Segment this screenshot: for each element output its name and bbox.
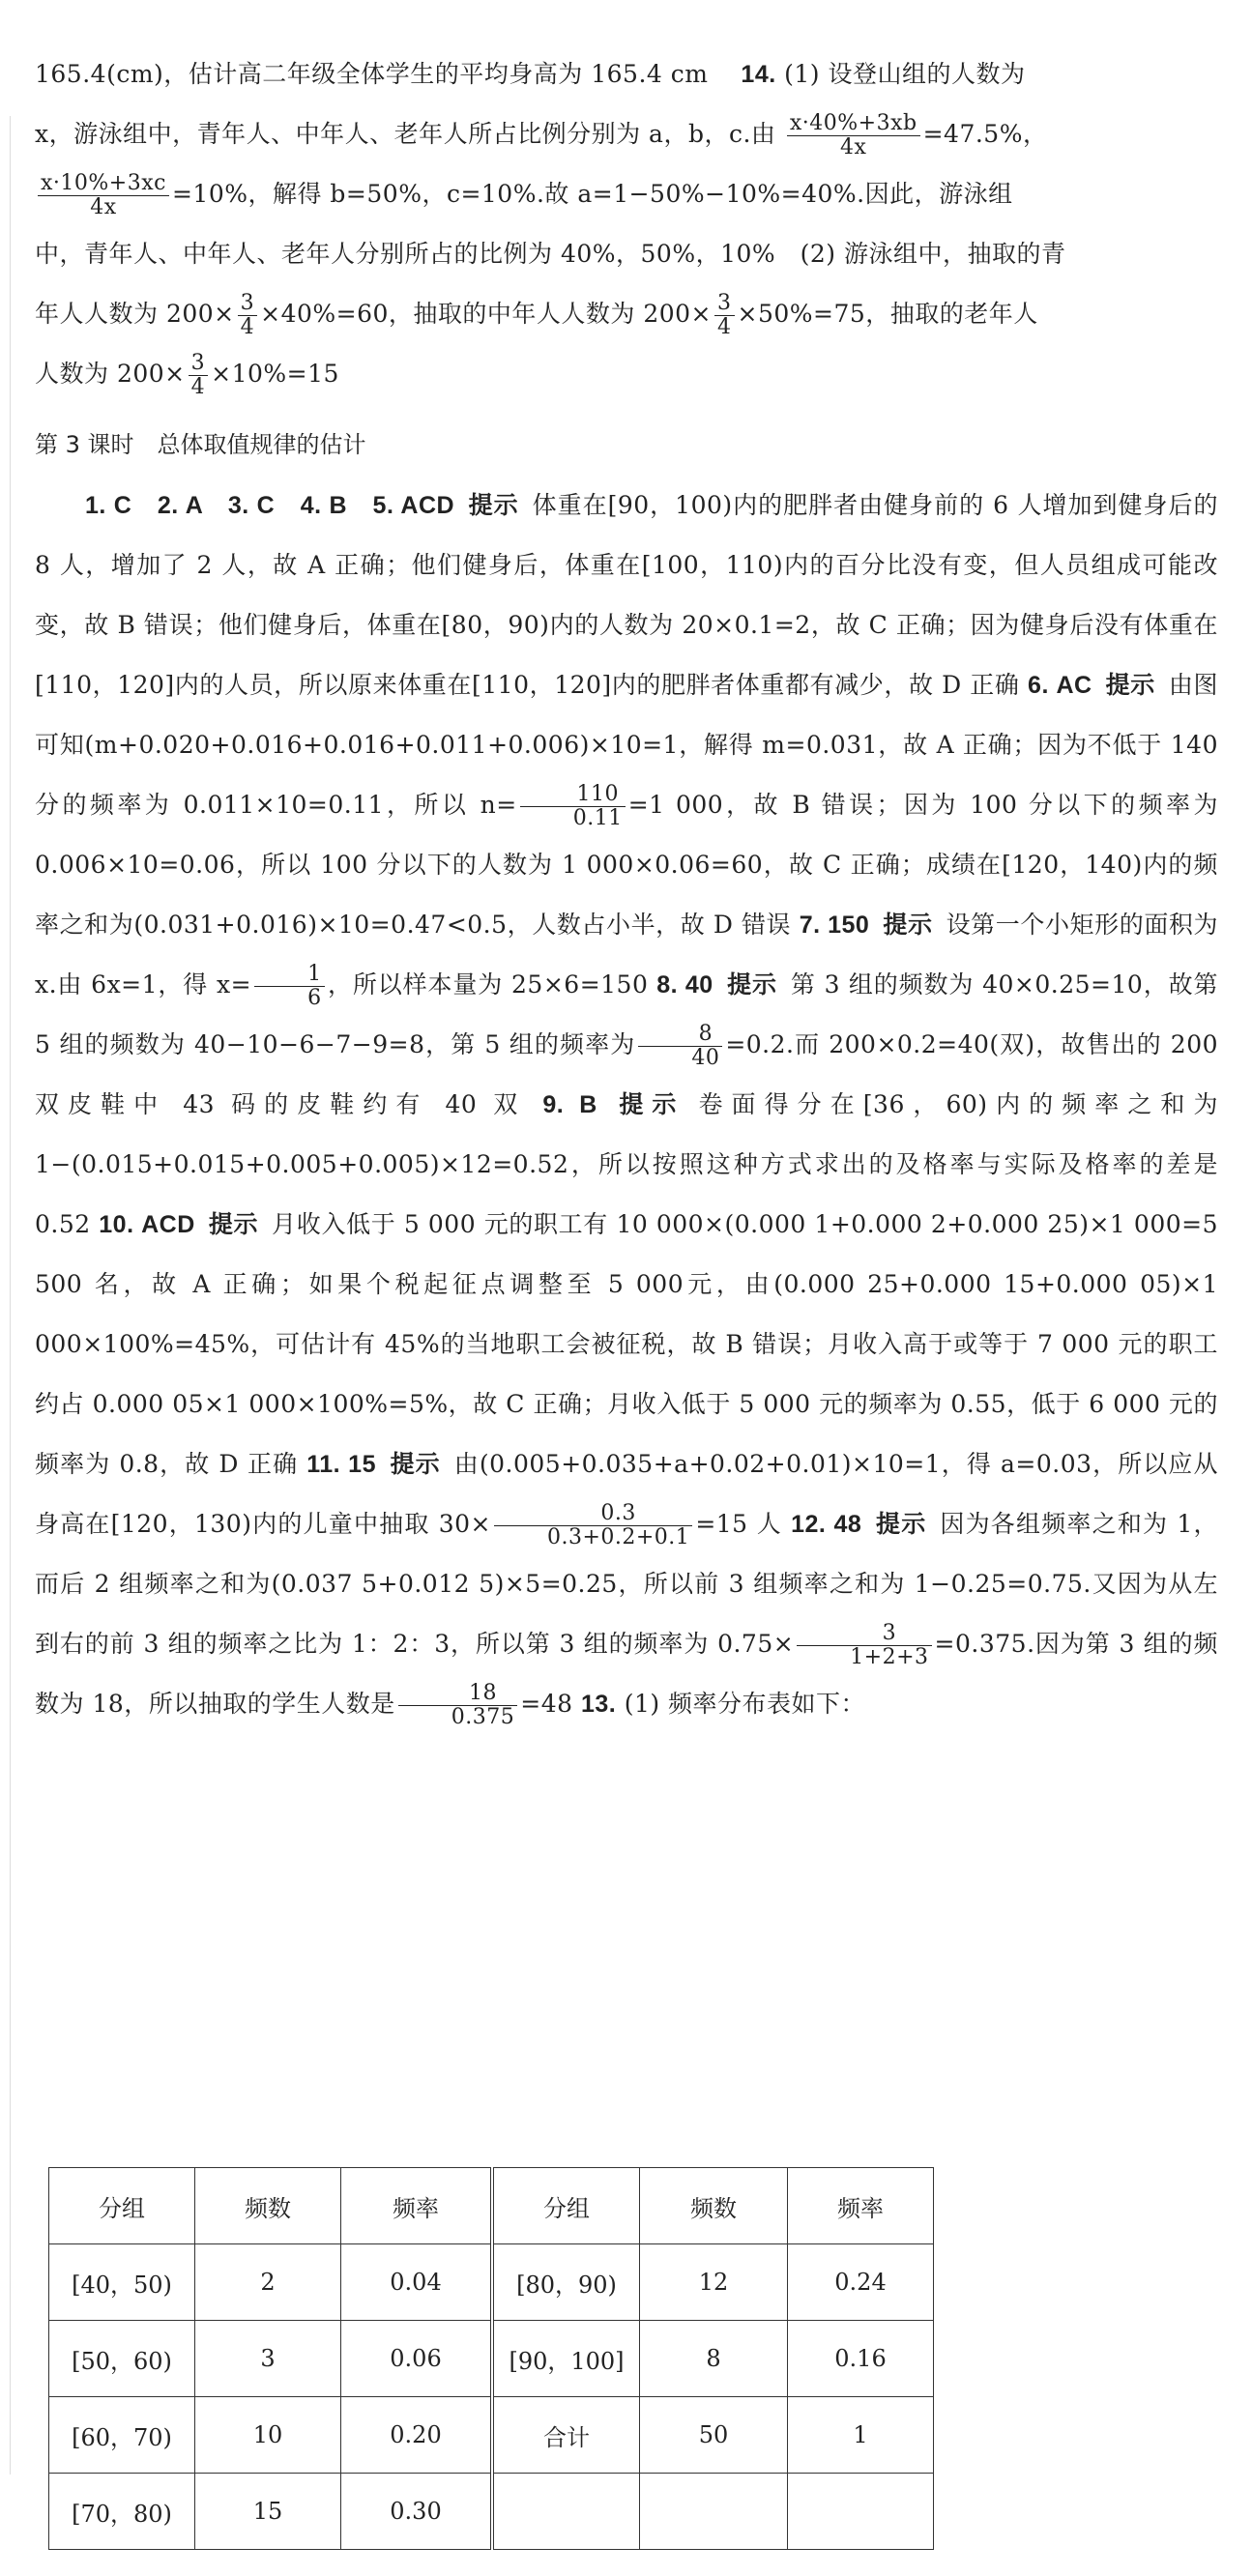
- text: =15 人: [695, 1510, 782, 1538]
- fraction: $\frac{110}{0.11}$: [520, 783, 626, 830]
- text: 年人人数为 200×: [35, 300, 235, 328]
- answer-key: 1. C 2. A 3. C 4. B 5. ACD: [85, 492, 455, 519]
- text: =1 000，故 B 错误；因为 100 分以下的频率为 0.006×10=0.06，所以 100 分以下的人数为 1 000×0.06=60，故 C 正确；成绩在[120，140)内的频率之和为(0.031+0.016)×10=0.47<0.5，人数占小半，故 D 错误: [35, 791, 1218, 939]
- table-cell: [50，60): [49, 2321, 195, 2397]
- table-cell: [788, 2474, 934, 2550]
- text: 由(0.005+0.035+a+0.02+0.01)×10=1，得 a=0.03，所以应从身高在[120，130)内的儿童中抽取 30×: [35, 1450, 1218, 1538]
- text: =0.375.因为第 3 组的频数为 18，所以抽取的学生人数是: [35, 1630, 1218, 1718]
- text: 因为各组频率之和为 1，而后 2 组频率之和为(0.037 5+0.012 5)×5=0.25，所以前 3 组频率之和为 1−0.25=0.75.又因为从左到右的前 3 组的频率之比为 1：2：3，所以第 3 组的频率为 0.75×: [35, 1510, 1218, 1658]
- hint-label: 提示: [875, 1510, 927, 1538]
- fraction: $\frac{3}{1+2+3}$: [797, 1622, 931, 1669]
- hint-label: 提示: [389, 1450, 441, 1478]
- answer-key: 11. 15: [306, 1451, 376, 1478]
- table-row: [49, 2474, 934, 2550]
- text: (1) 设登山组的人数为: [784, 60, 1026, 88]
- text: 165.4(cm)，估计高二年级全体学生的平均身高为 165.4 cm: [35, 60, 709, 88]
- answer-key: 7. 150: [799, 912, 870, 939]
- table-cell: 2: [195, 2244, 341, 2321]
- table-header: 频数: [640, 2168, 788, 2244]
- table-cell: [90，100]: [492, 2321, 640, 2397]
- paragraph-q14: [35, 44, 1218, 404]
- text: =0.2.而 200×0.2=40(双)，故售出的 200 双皮鞋中 43 码的皮鞋约有 40 双: [35, 1030, 1219, 1118]
- fraction: $\frac{18}{0.375}$: [398, 1682, 517, 1729]
- fraction: $\frac{1}{6}$: [254, 963, 325, 1010]
- table-cell: [640, 2474, 788, 2550]
- text: ，所以样本量为 25×6=150: [327, 970, 649, 999]
- table-cell: [70，80): [49, 2474, 195, 2550]
- fraction: $\frac{8}{40}$: [638, 1023, 722, 1070]
- answer-key: 10. ACD: [99, 1211, 195, 1238]
- text: =48: [520, 1690, 573, 1718]
- text: ×50%=75，抽取的老年人: [737, 300, 1038, 328]
- question-number: 14.: [741, 61, 776, 88]
- text: ×10%=15: [211, 360, 339, 388]
- frequency-table: [48, 2167, 934, 2550]
- text: ×40%=60，抽取的中年人人数为 200×: [260, 300, 713, 328]
- table-cell: 12: [640, 2244, 788, 2321]
- table-header: 频数: [195, 2168, 341, 2244]
- table-header-row: [49, 2168, 934, 2244]
- text: 卷面得分在[36，60)内的频率之和为 1−(0.015+0.015+0.005+0.005)×12=0.52，所以按照这种方式求出的及格率与实际及格率的差是 0.52: [35, 1090, 1218, 1238]
- table-cell: 0.04: [341, 2244, 493, 2321]
- fraction: $\frac{0.3}{0.3+0.2+0.1}$: [494, 1502, 692, 1549]
- text: (1) 频率分布表如下：: [624, 1690, 866, 1718]
- table-header: 频率: [341, 2168, 493, 2244]
- text: 由图可知(m+0.020+0.016+0.016+0.011+0.006)×10=1，解得 m=0.031，故 A 正确；因为不低于 140 分的频率为 0.011×10=0.11，所以 n=: [35, 671, 1218, 819]
- table-row: [49, 2321, 934, 2397]
- page-edge-line: [10, 116, 11, 2475]
- table-cell: [80，90): [492, 2244, 640, 2321]
- table-cell: 10: [195, 2397, 341, 2474]
- fraction: $\frac{x\cdot 40\%+3xb}{4x}$: [787, 112, 920, 159]
- answer-page: [35, 0, 1218, 1734]
- table-cell: 0.20: [341, 2397, 493, 2474]
- table-cell: 8: [640, 2321, 788, 2397]
- text: =47.5%，: [922, 120, 1048, 148]
- fraction: $\frac{3}{4}$: [189, 352, 209, 399]
- table-cell: [492, 2474, 640, 2550]
- text: 第 3 组的频数为 40×0.25=10，故第 5 组的频数为 40−10−6−7−9=8，第 5 组的频率为: [35, 970, 1218, 1058]
- hint-label: 提示: [208, 1210, 259, 1238]
- table-cell: [40，50): [49, 2244, 195, 2321]
- text: 体重在[90，100)内的肥胖者由健身前的 6 人增加到健身后的 8 人，增加了 2 人，故 A 正确；他们健身后，体重在[100，110)内的百分比没有变，但人员组成可能改变，故 B 错误；他们健身后，体重在[80，90)内的人数为 20×0.1=2，故 C 正确；因为健身后没有体重在[110，120]内的人员，所以原来体重在[110，120]内的肥胖者体重都有减少，故 D 正确: [35, 491, 1218, 699]
- hint-label: 提示: [883, 911, 933, 939]
- table-cell: 50: [640, 2397, 788, 2474]
- table-cell: [60，70): [49, 2397, 195, 2474]
- paragraph-answers: [35, 476, 1218, 1734]
- table-cell: 0.06: [341, 2321, 493, 2397]
- fraction: $\frac{3}{4}$: [714, 292, 735, 339]
- table-cell: 0.16: [788, 2321, 934, 2397]
- answer-key: 13.: [580, 1691, 617, 1718]
- hint-label: 提示: [468, 491, 519, 519]
- table-cell: 15: [195, 2474, 341, 2550]
- section-title: 第 3 课时 总体取值规律的估计: [35, 431, 366, 458]
- table-cell: 1: [788, 2397, 934, 2474]
- hint-label: 提示: [1105, 671, 1155, 699]
- hint-label: 提示: [726, 970, 777, 999]
- fraction: $\frac{x\cdot 10\%+3xc}{4x}$: [38, 172, 169, 219]
- text: 中，青年人、中年人、老年人分别所占的比例为 40%，50%，10% (2) 游泳组中，抽取的青: [35, 240, 1066, 268]
- table-cell: 0.30: [341, 2474, 493, 2550]
- table-row: [49, 2397, 934, 2474]
- fraction: $\frac{3}{4}$: [238, 292, 258, 339]
- table-header: 分组: [49, 2168, 195, 2244]
- answer-key: 9. B: [542, 1091, 597, 1118]
- text: 人数为 200×: [35, 360, 186, 388]
- table-cell: 3: [195, 2321, 341, 2397]
- text: 月收入低于 5 000 元的职工有 10 000×(0.000 1+0.000 2+0.000 25)×1 000=5 500 名，故 A 正确；如果个税起征点调整至 5 000元，由(0.000 25+0.000 15+0.000 05)×1 000×100%=45%，可估计有 45%的当地职工会被征税，故 B 错误；月收入高于或等于 7 000 元的职工约占 0.000 05×1 000×100%=5%，故 C 正确；月收入低于 5 000 元的频率为 0.55，低于 6 000 元的频率为 0.8，故 D 正确: [35, 1210, 1218, 1478]
- table-header: 分组: [492, 2168, 640, 2244]
- answer-key: 6. AC: [1028, 672, 1092, 699]
- table-header: 频率: [788, 2168, 934, 2244]
- table-cell: 合计: [492, 2397, 640, 2474]
- table-cell: 0.24: [788, 2244, 934, 2321]
- answer-key: 12. 48: [791, 1511, 862, 1538]
- answer-key: 8. 40: [656, 971, 713, 999]
- hint-label: 提示: [610, 1090, 685, 1118]
- table-row: [49, 2244, 934, 2321]
- text: 设第一个小矩形的面积为 x.由 6x=1，得 x=: [35, 911, 1218, 999]
- text: =10%，解得 b=50%，c=10%.故 a=1−50%−10%=40%.因此，游泳组: [171, 180, 1013, 208]
- text: x，游泳组中，青年人、中年人、老年人所占比例分别为 a，b，c.由: [35, 120, 776, 148]
